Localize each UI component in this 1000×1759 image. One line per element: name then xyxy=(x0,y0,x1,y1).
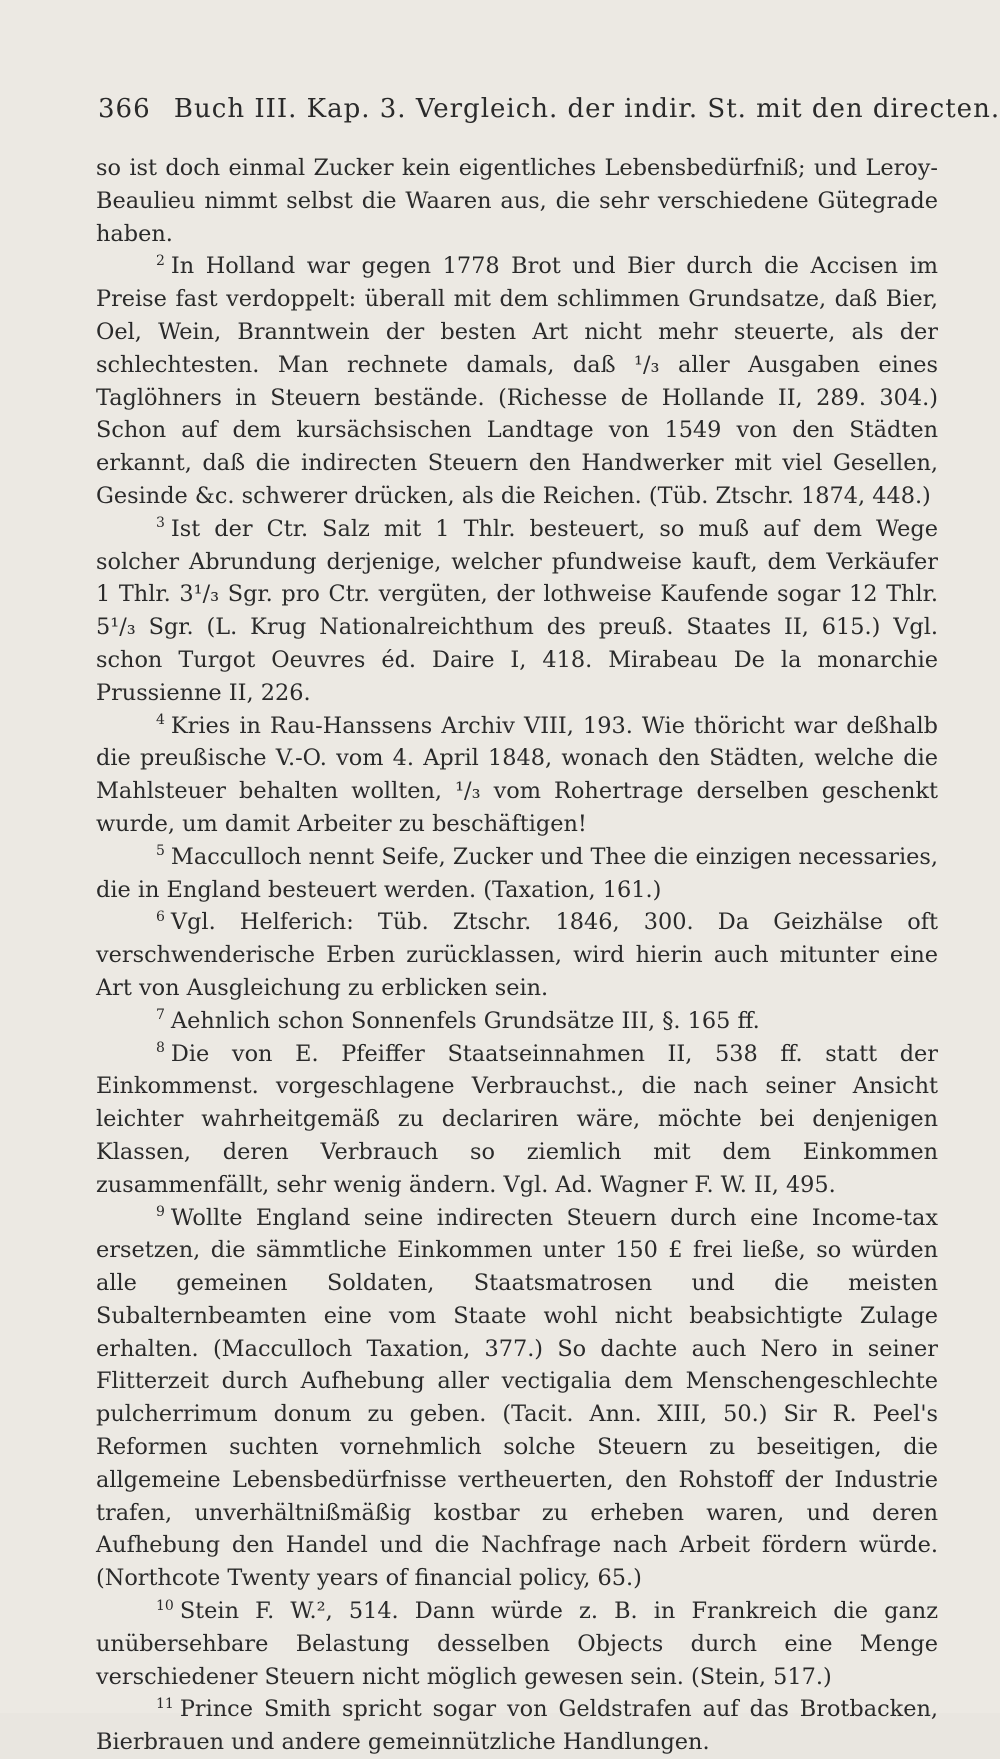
footnote-text: Ist der Ctr. Salz mit 1 Thlr. besteuert, so muß auf dem Wege solcher Abrundung derjenige, welcher pfundweise kauft, dem Verkäufer 1 Thlr. 3¹/₃ Sgr. pro Ctr. vergüten, der lothweise Kaufende sogar 12 Thlr. 5¹/₃ Sgr. (L. Krug Nationalreichthum des preuß. Staates II, 615.) Vgl. schon Turgot Oeuvres éd. Daire I, 418. Mirabeau De la monarchie Prussienne II, 226. xyxy=(96,515,938,706)
footnote-marker: 9 xyxy=(156,1204,165,1221)
footnote-marker: 7 xyxy=(156,1007,165,1024)
continued-footnote-text: so ist doch einmal Zucker kein eigentliches Lebensbedürfniß; und Leroy-Beaulieu nimmt selbst die Waaren aus, die sehr verschiedene Gütegrade haben. xyxy=(96,155,938,247)
footnote-text: Macculloch nennt Seife, Zucker und Thee die einzigen necessaries, die in England besteuert werden. (Taxation, 161.) xyxy=(96,843,938,903)
footnote-text: Stein F. W.², 514. Dann würde z. B. in Frankreich die ganz unübersehbare Belastung desselben Objects durch eine Menge verschiedener Steuern nicht möglich gewesen sein. (Stein, 517.) xyxy=(96,1598,938,1690)
running-head-title: Buch III. Kap. 3. Vergleich. der indir. St. mit den directen. xyxy=(173,94,1000,124)
footnote-3 xyxy=(96,513,938,710)
footnote-marker: 11 xyxy=(156,1695,174,1712)
footnote-5 xyxy=(96,841,938,907)
footnote-marker: 6 xyxy=(156,908,165,925)
footnote-marker: 8 xyxy=(156,1040,165,1057)
footnote-8 xyxy=(96,1038,938,1202)
footnote-11 xyxy=(96,1693,938,1759)
running-header xyxy=(98,92,1000,126)
footnote-marker: 10 xyxy=(156,1597,174,1614)
footnote-text: Prince Smith spricht sogar von Geldstrafen auf das Brotbacken, Bierbrauen und andere gemeinnützliche Handlungen. xyxy=(96,1696,938,1756)
page-number: 366 xyxy=(98,94,151,124)
footnote-text: Vgl. Helferich: Tüb. Ztschr. 1846, 300. Da Geizhälse oft verschwenderische Erben zurücklassen, wird hierin auch mitunter eine Art von Ausgleichung zu erblicken sein. xyxy=(96,909,938,1001)
footnote-text: Aehnlich schon Sonnenfels Grundsätze III, §. 165 ff. xyxy=(170,1007,760,1034)
footnote-text: Die von E. Pfeiffer Staatseinnahmen II, 538 ff. statt der Einkommenst. vorgeschlagene Verbrauchst., die nach seiner Ansicht leichter wahrheitgemäß zu declariren wäre, möchte bei denjenigen Klassen, deren Verbrauch so ziemlich mit dem Einkommen zusammenfällt, sehr wenig ändern. Vgl. Ad. Wagner F. W. II, 495. xyxy=(96,1040,938,1198)
footnote-marker: 4 xyxy=(156,712,165,729)
footnote-text: In Holland war gegen 1778 Brot und Bier durch die Accisen im Preise fast verdoppelt: überall mit dem schlimmen Grundsatze, daß Bier, Oel, Wein, Branntwein der besten Art nicht mehr steuerte, als der schlechtesten. Man rechnete damals, daß ¹/₃ aller Ausgaben eines Taglöhners in Steuern bestände. (Richesse de Hollande II, 289. 304.) Schon auf dem kursächsischen Landtage von 1549 von den Städten erkannt, daß die indirecten Steuern den Handwerker mit viel Gesellen, Gesinde &c. schwerer drücken, als die Reichen. (Tüb. Ztschr. 1874, 448.) xyxy=(96,253,938,509)
footnote-marker: 2 xyxy=(156,252,165,269)
footnote-7 xyxy=(96,1005,938,1038)
footnote-2 xyxy=(96,250,938,512)
footnotes-block xyxy=(96,152,938,1759)
footnote-text: Kries in Rau-Hanssens Archiv VIII, 193. Wie thöricht war deßhalb die preußische V.-O. vom 4. April 1848, wonach den Städten, welche die Mahlsteuer behalten wollten, ¹/₃ vom Rohertrage derselben geschenkt wurde, um damit Arbeiter zu beschäftigen! xyxy=(96,712,938,837)
footnote-marker: 3 xyxy=(156,515,165,532)
footnote-4 xyxy=(96,710,938,841)
footnote-marker: 5 xyxy=(156,843,165,860)
footnote-10 xyxy=(96,1595,938,1693)
footnote-text: Wollte England seine indirecten Steuern durch eine Income-tax ersetzen, die sämmtliche Einkommen unter 150 £ frei ließe, so würden alle gemeinen Soldaten, Staatsmatrosen und die meisten Subalternbeamten eine vom Staate wohl nicht beabsichtigte Zulage erhalten. (Macculloch Taxation, 377.) So dachte auch Nero in seiner Flitterzeit durch Aufhebung aller vectigalia dem Menschengeschlechte pulcherrimum donum zu geben. (Tacit. Ann. XIII, 50.) Sir R. Peel's Reformen suchten vornehmlich solche Steuern zu beseitigen, die allgemeine Lebensbedürfnisse vertheuerten, den Rohstoff der Industrie trafen, unverhältnißmäßig kostbar zu erheben waren, und deren Aufhebung den Handel und die Nachfrage nach Arbeit fördern würde. (Northcote Twenty years of financial policy, 65.) xyxy=(96,1204,938,1592)
footnote-6 xyxy=(96,906,938,1004)
footnote-9 xyxy=(96,1202,938,1596)
